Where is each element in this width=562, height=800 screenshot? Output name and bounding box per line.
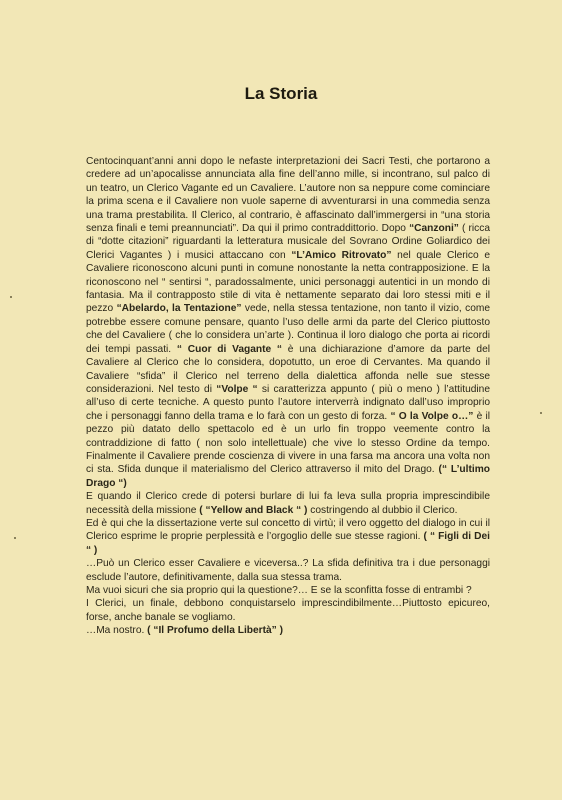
scan-speck [14,537,16,539]
song-title: “ Cuor di Vagante “ [176,343,283,355]
text-run: …Ma nostro. [86,625,148,637]
paragraph [86,490,490,517]
scan-speck [10,296,12,298]
text-run: nel quale Clerico e Cavaliere riconoscono alcuni punti in comune nonostante la netta contrapposizione. E la riconoscono nel “ sentirsi “, paradossalmente, unici personaggi autentici in un mondo di fantasia. Ma il contrapposto stile di vita è nettamente separato dai loro stessi miti e il pezzo [86,249,491,315]
text-run: I Clerici, un finale, debbono conquistarselo imprescindibilmente…Piuttosto epicureo, forse, anche banale se vogliamo. [86,598,490,623]
text-run: E quando il Clerico crede di potersi burlare di lui fa leva sulla propria imprescindibile necessità della missione [86,491,490,516]
text-run: è una dichiarazione d’amore da parte del Cavaliere al Clerico che lo considera, dopotutto, un eroe di Cervantes. Ma quando il Cavaliere “sfida” il Clerico nel terreno della dialettica affonda nelle sue stesse considerazioni. Nel testo di [86,343,490,395]
text-run: Centocinquant’anni anni dopo le nefaste interpretazioni dei Sacri Testi, che portarono a credere ad un’apocalisse annunciata alla fine dell’anno mille, si incontrano, sul palco di un teatro, un Clerico Vagante ed un Cavaliere. L’autore non sa neppure come cominciare la prima scena e il Cavaliere non vuole saperne di avventurarsi in una commedia senza una trama prestabilita. Il Clerico, al contrario, è affascinato dall’immergersi in “una storia senza finali e temi preannunciati”. Da qui il primo contraddittorio. Dopo [86,156,490,235]
text-run: si caratterizza appunto ( più o meno ) l’attitudine all’uso di certe tecniche. A questo punto l’autore interverrà indignato dall’uso improprio che i personaggi fanno della trama e lo farà con un gesto di forza. [86,383,491,422]
song-title: “L’Amico Ritrovato” [291,249,392,261]
song-title: ( “ Figli di Dei “ ) [86,531,490,556]
text-run: …Può un Clerico esser Cavaliere e viceversa..? La sfida definitiva tra i due personaggi esclude l’autore, definitivamente, dalla sua stessa trama. [86,558,490,583]
song-title: “ O la Volpe o…” [390,410,474,422]
song-title: (“ L’ultimo Drago “) [86,464,490,489]
text-run: vede, nella stessa tentazione, non tanto il vizio, come potrebbe essere comune pensare, quanto l’uso delle armi da parte del Clerico piuttosto che del Cavaliere ( che lo considera un’arte ). Continua il loro dialogo che porta ai ricordi dei tempi passati. [86,303,491,355]
text-run: ( ricca di “dotte citazioni” riguardanti la letteratura musicale del Sovrano Ordine Goliardico dei Clerici Vagantes ) i musici attaccano con [86,223,491,261]
text-run: Ma vuoi sicuri che sia proprio qui la questione?… E se la sconfitta fosse di entrambi ? [86,585,472,596]
song-title: “Canzoni” [409,223,459,235]
page-title: La Storia [244,84,318,103]
song-title: ( “Yellow and Black “ ) [199,504,308,516]
text-run: costringendo al dubbio il Clerico. [307,504,458,516]
paragraph [86,517,490,557]
paragraph [86,624,490,637]
song-title: “Volpe “ [216,383,258,395]
story-text [86,155,490,638]
text-run: è il pezzo più datato dello spettacolo ed è un urlo fin troppo veemente contro la contraddizione di fatto ( non solo intellettuale) che vive lo stesso Ordine da tempo. Finalmente il Cavaliere prende coscienza di vivere in una farsa ma ancora una volta non ci sta. Sfida dunque il materialismo del Clerico attraverso il mito del Drago. [86,410,490,476]
paragraph [86,557,490,584]
song-title: “Abelardo, la Tentazione” [116,303,242,315]
text-run: Ed è qui che la dissertazione verte sul concetto di virtù; il vero oggetto del dialogo in cui il Clerico esprime le proprie perplessità e l’orgoglio delle sue stesse ragioni. [86,517,490,543]
song-title: ( “Il Profumo della Libertà” ) [147,625,284,637]
paragraph [86,155,490,490]
paragraph [86,597,490,624]
paragraph [86,584,490,597]
scan-speck [540,412,542,414]
